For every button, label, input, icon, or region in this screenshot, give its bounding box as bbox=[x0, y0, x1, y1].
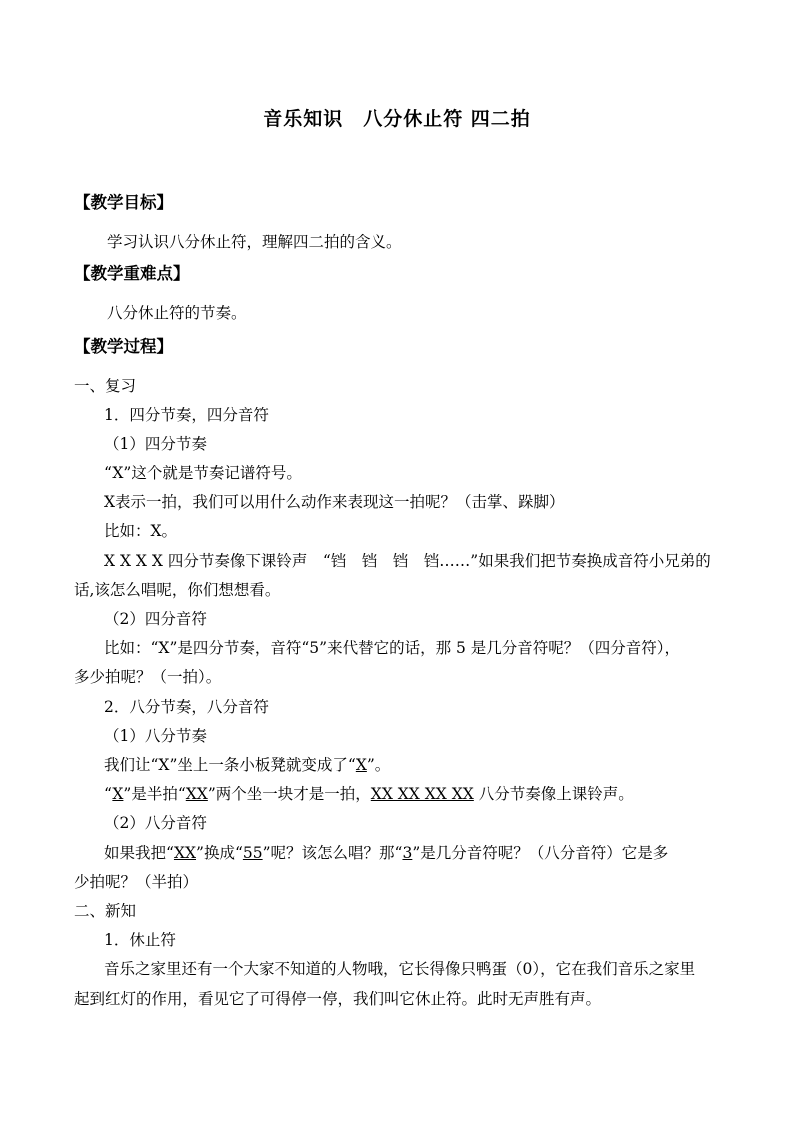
text-segment: 我们让“X”坐上一条小板凳就变成了“ bbox=[104, 756, 356, 774]
key-difficulty-text: 八分休止符的节奏。 bbox=[107, 304, 247, 322]
text-segment: “ bbox=[104, 785, 113, 803]
teaching-goal-heading: 【教学目标】 bbox=[74, 193, 173, 212]
review-item-1: 1．四分节奏，四分音符 bbox=[104, 406, 269, 424]
text-segment: 如果我把“ bbox=[104, 844, 174, 862]
underlined-note: XX bbox=[185, 785, 208, 803]
review-sub-2: （2）四分音符 bbox=[104, 610, 207, 628]
review-paragraph-5a: 比如：“X”是四分节奏，音符“5”来代替它的话，那 5 是几分音符呢？（四分音符）， bbox=[104, 639, 681, 657]
underlined-note: X bbox=[355, 756, 367, 774]
review-paragraph-8 bbox=[104, 843, 668, 863]
new-knowledge-paragraph-1b: 起到红灯的作用，看见它了可得停一停，我们叫它休止符。此时无声胜有声。 bbox=[74, 990, 602, 1008]
text-segment: 八分节奏像上课铃声。 bbox=[473, 785, 634, 803]
review-paragraph-8b: 少拍呢？（半拍） bbox=[74, 873, 199, 891]
review-paragraph-5b: 多少拍呢？（一拍）。 bbox=[74, 668, 222, 686]
review-paragraph-7 bbox=[104, 784, 634, 804]
text-segment: ”是几分音符呢？（八分音符）它是多 bbox=[412, 844, 669, 862]
page-title: 音乐知识 八分休止符 四二拍 bbox=[263, 108, 531, 130]
review-paragraph-2: X表示一拍，我们可以用什么动作来表现这一拍呢？（击掌、跺脚） bbox=[104, 493, 565, 511]
review-paragraph-4b: 话,该怎么唱呢，你们想想看。 bbox=[74, 581, 281, 599]
new-knowledge-item-1: 1．休止符 bbox=[104, 931, 176, 949]
teaching-goal-text: 学习认识八分休止符，理解四二拍的含义。 bbox=[107, 233, 402, 251]
underlined-note: 55 bbox=[242, 844, 263, 862]
new-knowledge-paragraph-1a: 音乐之家里还有一个大家不知道的人物哦，它长得像只鸭蛋（0），它在我们音乐之家里 bbox=[104, 960, 696, 978]
review-item-2: 2．八分节奏，八分音符 bbox=[104, 698, 269, 716]
review-sub-4: （2）八分音符 bbox=[104, 814, 207, 832]
text-segment: ”换成“ bbox=[196, 844, 243, 862]
teaching-process-heading: 【教学过程】 bbox=[74, 337, 173, 356]
review-paragraph-6 bbox=[104, 755, 390, 775]
review-paragraph-4a: X X X X 四分节奏像下课铃声 “铛 铛 铛 铛……”如果我们把节奏换成音符小兄弟的 bbox=[104, 552, 711, 570]
text-segment: ”两个坐一块才是一拍， bbox=[207, 785, 371, 803]
key-difficulty-heading: 【教学重难点】 bbox=[74, 264, 190, 283]
text-segment: ”是半拍“ bbox=[123, 785, 186, 803]
text-segment: ”。 bbox=[366, 756, 391, 774]
review-heading: 一、复习 bbox=[74, 377, 137, 395]
new-knowledge-heading: 二、新知 bbox=[74, 902, 137, 920]
review-paragraph-3: 比如：X。 bbox=[104, 522, 178, 540]
underlined-note: X bbox=[112, 785, 124, 803]
underlined-rhythm: XX XX XX XX bbox=[370, 785, 474, 803]
underlined-note: 3 bbox=[402, 844, 413, 862]
review-sub-3: （1）八分节奏 bbox=[104, 727, 207, 745]
review-sub-1: （1）四分节奏 bbox=[104, 435, 207, 453]
underlined-note: XX bbox=[173, 844, 197, 862]
review-paragraph-1: “X”这个就是节奏记谱符号。 bbox=[104, 464, 302, 482]
text-segment: ”呢？该怎么唱？那“ bbox=[262, 844, 403, 862]
